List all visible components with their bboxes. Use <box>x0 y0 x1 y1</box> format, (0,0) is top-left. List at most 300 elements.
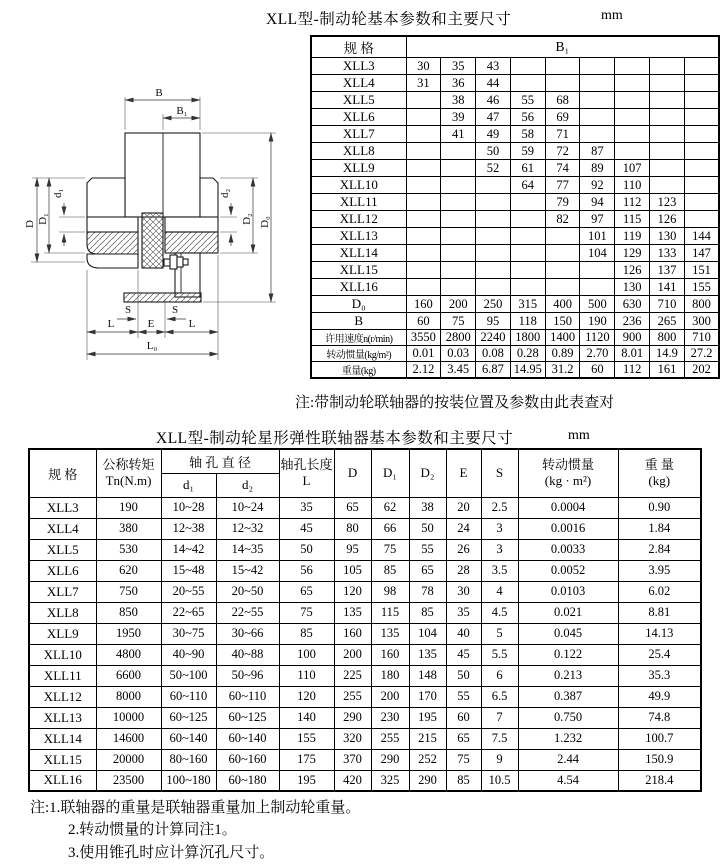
cell: 119 <box>615 228 650 245</box>
torque-header-line2: Tn(N.m) <box>105 473 152 489</box>
table2-unit-label: mm <box>568 428 590 443</box>
cell: 126 <box>615 262 650 279</box>
cell <box>615 75 650 92</box>
cell: 85 <box>409 602 446 623</box>
cell: 144 <box>684 228 719 245</box>
table-row <box>311 194 719 211</box>
table2-weight-header <box>618 449 701 497</box>
cell: 137 <box>650 262 685 279</box>
cell: 118 <box>510 313 545 330</box>
cell: 60~140 <box>216 728 279 749</box>
cell: 14.9 <box>650 346 685 362</box>
cell: 75 <box>371 539 409 560</box>
cell: 800 <box>650 330 685 346</box>
table2-d1-header: d₁ <box>161 473 216 497</box>
inertia-header-line1: 转动惯量 <box>542 457 595 473</box>
table-row <box>311 211 719 228</box>
cell: 44 <box>476 75 511 92</box>
table-row <box>311 279 719 296</box>
cell: 0.045 <box>518 623 618 644</box>
cell: 61 <box>510 160 545 177</box>
cell <box>476 262 511 279</box>
cell: 65 <box>446 728 481 749</box>
cell: 200 <box>371 686 409 707</box>
row-label: XLL13 <box>29 707 96 728</box>
row-label: XLL12 <box>311 211 406 228</box>
row-label: XLL14 <box>29 728 96 749</box>
cell: 60~125 <box>216 707 279 728</box>
cell: 710 <box>684 330 719 346</box>
cell: 104 <box>409 623 446 644</box>
table2-title: XLL型-制动轮星形弹性联轴器基本参数和主要尺寸 <box>156 430 514 447</box>
cell: 255 <box>371 728 409 749</box>
cell <box>684 194 719 211</box>
dim-label-D2: D₂ <box>241 213 253 225</box>
cell <box>406 160 441 177</box>
cell: 62 <box>371 497 409 518</box>
cell: 40~88 <box>216 644 279 665</box>
cell: 64 <box>510 177 545 194</box>
cell: 170 <box>409 686 446 707</box>
cell: 24 <box>446 518 481 539</box>
table-row <box>311 109 719 126</box>
cell: 55 <box>446 686 481 707</box>
cell: 27.2 <box>684 346 719 362</box>
cell: 9 <box>481 749 518 770</box>
table2-inertia-header <box>518 449 618 497</box>
cell <box>406 245 441 262</box>
table-row <box>311 362 719 379</box>
cell: 530 <box>96 539 161 560</box>
cell: 3.45 <box>441 362 476 379</box>
left-flange <box>87 254 138 268</box>
cell: 20 <box>446 497 481 518</box>
cell: 202 <box>684 362 719 379</box>
cell: 0.08 <box>476 346 511 362</box>
row-label: XLL7 <box>29 581 96 602</box>
cell: 105 <box>334 560 371 581</box>
cell: 252 <box>409 749 446 770</box>
cell <box>476 211 511 228</box>
cell: 1400 <box>545 330 580 346</box>
cell: 3.5 <box>481 560 518 581</box>
cell: 65 <box>409 560 446 581</box>
cell: 14~42 <box>161 539 216 560</box>
cell: 60~110 <box>161 686 216 707</box>
cell: 420 <box>334 770 371 791</box>
table1-unit-label: mm <box>601 8 623 23</box>
cell: 380 <box>96 518 161 539</box>
cell: 1800 <box>510 330 545 346</box>
table-row <box>29 644 701 665</box>
cell <box>510 58 545 75</box>
cell: 4 <box>481 581 518 602</box>
row-label: 重量(kg) <box>311 362 406 379</box>
table-row <box>311 228 719 245</box>
table-row <box>29 728 701 749</box>
cell: 195 <box>409 707 446 728</box>
cell <box>476 279 511 296</box>
cell <box>406 92 441 109</box>
cell <box>476 228 511 245</box>
brake-wheel-params-table <box>310 35 720 379</box>
row-label: XLL16 <box>311 279 406 296</box>
cell: 10000 <box>96 707 161 728</box>
cell: 200 <box>441 296 476 313</box>
row-label: XLL4 <box>311 75 406 92</box>
cell: 14600 <box>96 728 161 749</box>
cell: 60~180 <box>216 770 279 791</box>
cell: 160 <box>406 296 441 313</box>
cell: 215 <box>409 728 446 749</box>
cell: 25.4 <box>618 644 701 665</box>
cell <box>580 126 615 143</box>
cell: 50 <box>476 143 511 160</box>
dim-label-L-left: L <box>107 318 115 330</box>
cell: 0.021 <box>518 602 618 623</box>
dim-label-D0: D₀ <box>259 216 271 228</box>
table-row <box>311 126 719 143</box>
row-label: XLL6 <box>29 560 96 581</box>
cell: 23500 <box>96 770 161 791</box>
drum-rim-bottom <box>124 293 201 302</box>
cell <box>441 279 476 296</box>
dim-label-B: B <box>155 87 163 99</box>
cell: 110 <box>615 177 650 194</box>
cell <box>545 58 580 75</box>
inertia-header-line2: (kg · m²) <box>544 473 592 489</box>
cell: 2.5 <box>481 497 518 518</box>
cell: 58 <box>510 126 545 143</box>
cell: 0.213 <box>518 665 618 686</box>
row-label: XLL5 <box>311 92 406 109</box>
table1-header-row <box>311 36 719 58</box>
cell: 60 <box>446 707 481 728</box>
cell: 4800 <box>96 644 161 665</box>
cell: 112 <box>615 194 650 211</box>
cell: 50 <box>409 518 446 539</box>
table-row <box>29 686 701 707</box>
cell <box>406 126 441 143</box>
cell: 12~38 <box>161 518 216 539</box>
cell: 0.750 <box>518 707 618 728</box>
cell: 50 <box>279 539 334 560</box>
cell: 5.5 <box>481 644 518 665</box>
cell: 50 <box>446 665 481 686</box>
row-label: XLL14 <box>311 245 406 262</box>
right-hub-section <box>165 232 218 253</box>
cell: 14.13 <box>618 623 701 644</box>
dim-label-D1: D₁ <box>37 213 49 225</box>
cell: 1950 <box>96 623 161 644</box>
cell: 69 <box>545 109 580 126</box>
cell: 0.387 <box>518 686 618 707</box>
cell: 160 <box>334 623 371 644</box>
cell: 6.02 <box>618 581 701 602</box>
cell: 500 <box>580 296 615 313</box>
cell: 218.4 <box>618 770 701 791</box>
row-label: XLL10 <box>29 644 96 665</box>
cell: 85 <box>446 770 481 791</box>
cell: 0.28 <box>510 346 545 362</box>
cell <box>545 279 580 296</box>
cell: 7 <box>481 707 518 728</box>
cell: 59 <box>510 143 545 160</box>
cell <box>406 228 441 245</box>
cell: 80 <box>334 518 371 539</box>
row-label: XLL3 <box>29 497 96 518</box>
cell <box>510 228 545 245</box>
dim-label-D: D <box>24 220 36 228</box>
cell: 60~110 <box>216 686 279 707</box>
cell: 7.5 <box>481 728 518 749</box>
cell: 47 <box>476 109 511 126</box>
cell: 6 <box>481 665 518 686</box>
cell: 87 <box>580 143 615 160</box>
cell: 92 <box>580 177 615 194</box>
cell: 50~96 <box>216 665 279 686</box>
cell <box>615 58 650 75</box>
dim-label-S-right: S <box>171 304 179 316</box>
cell: 2.70 <box>580 346 615 362</box>
cell: 56 <box>279 560 334 581</box>
cell: 1.232 <box>518 728 618 749</box>
bore-length-header-line1: 轴孔长度 <box>280 457 333 473</box>
cell <box>476 245 511 262</box>
row-label: XLL13 <box>311 228 406 245</box>
table1-title: XLL型-制动轮基本参数和主要尺寸 <box>266 11 512 28</box>
cell: 15~48 <box>161 560 216 581</box>
cell <box>545 245 580 262</box>
table-row <box>29 518 701 539</box>
table-row <box>29 770 701 791</box>
cell: 28 <box>446 560 481 581</box>
cell: 10~24 <box>216 497 279 518</box>
cell: 26 <box>446 539 481 560</box>
table-row <box>311 330 719 346</box>
cell: 155 <box>279 728 334 749</box>
cell <box>510 194 545 211</box>
cell: 0.0033 <box>518 539 618 560</box>
row-label: XLL11 <box>311 194 406 211</box>
cell <box>580 58 615 75</box>
cell <box>545 262 580 279</box>
cell: 39 <box>441 109 476 126</box>
cell: 60~125 <box>161 707 216 728</box>
cell: 31 <box>406 75 441 92</box>
table-row <box>311 75 719 92</box>
cell <box>615 92 650 109</box>
table-row <box>311 296 719 313</box>
cell: 400 <box>545 296 580 313</box>
cell: 89 <box>580 160 615 177</box>
row-label: XLL12 <box>29 686 96 707</box>
cell: 200 <box>334 644 371 665</box>
cell <box>406 109 441 126</box>
cell: 74 <box>545 160 580 177</box>
cell: 107 <box>615 160 650 177</box>
cell: 195 <box>279 770 334 791</box>
cell: 180 <box>371 665 409 686</box>
cell <box>650 126 685 143</box>
table2-d2-header: d₂ <box>216 473 279 497</box>
cell: 0.01 <box>406 346 441 362</box>
cell: 2240 <box>476 330 511 346</box>
cell: 101 <box>580 228 615 245</box>
cell: 290 <box>371 749 409 770</box>
cell: 190 <box>96 497 161 518</box>
cell <box>684 160 719 177</box>
left-hub <box>87 178 125 217</box>
cell: 31.2 <box>545 362 580 379</box>
row-label: XLL10 <box>311 177 406 194</box>
cell <box>615 109 650 126</box>
cell: 151 <box>684 262 719 279</box>
cell: 20000 <box>96 749 161 770</box>
table2-bore-length-header <box>279 449 334 497</box>
cell: 30 <box>446 581 481 602</box>
cell: 3550 <box>406 330 441 346</box>
cell: 4.5 <box>481 602 518 623</box>
cell: 35.3 <box>618 665 701 686</box>
cell: 290 <box>334 707 371 728</box>
cell: 15~42 <box>216 560 279 581</box>
cell <box>406 279 441 296</box>
cell <box>406 177 441 194</box>
weight-header-line2: (kg) <box>648 473 671 489</box>
cell: 55 <box>409 539 446 560</box>
cell: 141 <box>650 279 685 296</box>
cell: 22~65 <box>161 602 216 623</box>
cell: 190 <box>580 313 615 330</box>
table2-D-header: D <box>334 449 371 497</box>
table-row <box>311 92 719 109</box>
cell: 6.5 <box>481 686 518 707</box>
cell: 230 <box>371 707 409 728</box>
table-row <box>311 177 719 194</box>
cell: 95 <box>476 313 511 330</box>
cell: 300 <box>684 313 719 330</box>
row-label: XLL11 <box>29 665 96 686</box>
row-label: XLL7 <box>311 126 406 143</box>
cell <box>650 58 685 75</box>
cell: 315 <box>510 296 545 313</box>
cell: 35 <box>279 497 334 518</box>
cell: 68 <box>545 92 580 109</box>
table-row <box>29 602 701 623</box>
cell <box>650 143 685 160</box>
cell <box>510 75 545 92</box>
cell <box>510 262 545 279</box>
row-label: XLL15 <box>29 749 96 770</box>
cell: 60~160 <box>216 749 279 770</box>
cell: 250 <box>476 296 511 313</box>
cell: 45 <box>446 644 481 665</box>
cell: 4.54 <box>518 770 618 791</box>
table-row <box>29 707 701 728</box>
cell <box>510 211 545 228</box>
cell: 85 <box>279 623 334 644</box>
table1-note: 注:带制动轮联轴器的按装位置及参数由此表查对 <box>295 395 615 411</box>
cell: 265 <box>650 313 685 330</box>
cell: 5 <box>481 623 518 644</box>
cell: 0.0016 <box>518 518 618 539</box>
cell <box>441 177 476 194</box>
cell <box>615 143 650 160</box>
cell <box>441 194 476 211</box>
cell <box>684 109 719 126</box>
cell <box>684 143 719 160</box>
dim-label-L0: L₀ <box>146 340 158 352</box>
cell: 3 <box>481 539 518 560</box>
cell: 79 <box>545 194 580 211</box>
dim-label-d2: d₂ <box>219 188 231 198</box>
cell: 150.9 <box>618 749 701 770</box>
cell: 2800 <box>441 330 476 346</box>
cell: 82 <box>545 211 580 228</box>
cell: 110 <box>279 665 334 686</box>
row-label: XLL16 <box>29 770 96 791</box>
cell: 133 <box>650 245 685 262</box>
cell: 36 <box>441 75 476 92</box>
cell: 52 <box>476 160 511 177</box>
footnote-3: 3.使用锥孔时应计算沉孔尺寸。 <box>68 844 275 861</box>
cell: 3 <box>481 518 518 539</box>
cell: 100~180 <box>161 770 216 791</box>
cell: 12~32 <box>216 518 279 539</box>
cell: 41 <box>441 126 476 143</box>
row-label: XLL5 <box>29 539 96 560</box>
table2-D2-header: D₂ <box>409 449 446 497</box>
dim-label-L-right: L <box>188 318 196 330</box>
cell <box>441 228 476 245</box>
row-label: XLL9 <box>29 623 96 644</box>
cell: 40~90 <box>161 644 216 665</box>
cell: 130 <box>650 228 685 245</box>
cell: 710 <box>650 296 685 313</box>
table1-b1-header: B₁ <box>406 36 719 58</box>
cell: 850 <box>96 602 161 623</box>
weight-header-line1: 重 量 <box>644 457 674 473</box>
table-row <box>311 262 719 279</box>
cell: 77 <box>545 177 580 194</box>
cell: 126 <box>650 211 685 228</box>
cell: 60 <box>406 313 441 330</box>
cell: 66 <box>371 518 409 539</box>
row-label: XLL6 <box>311 109 406 126</box>
cell <box>684 92 719 109</box>
cell <box>476 177 511 194</box>
cell: 95 <box>334 539 371 560</box>
cell: 135 <box>409 644 446 665</box>
cell: 160 <box>371 644 409 665</box>
cell <box>650 75 685 92</box>
row-label: XLL3 <box>311 58 406 75</box>
cell: 320 <box>334 728 371 749</box>
cell <box>650 92 685 109</box>
table2-S-header: S <box>481 449 518 497</box>
cell: 71 <box>545 126 580 143</box>
cell: 140 <box>279 707 334 728</box>
cell: 30 <box>406 58 441 75</box>
cell: 49 <box>476 126 511 143</box>
table-row <box>29 749 701 770</box>
left-hub-section <box>87 232 138 254</box>
cell: 0.0052 <box>518 560 618 581</box>
cell: 175 <box>279 749 334 770</box>
cell: 630 <box>615 296 650 313</box>
cell: 123 <box>650 194 685 211</box>
